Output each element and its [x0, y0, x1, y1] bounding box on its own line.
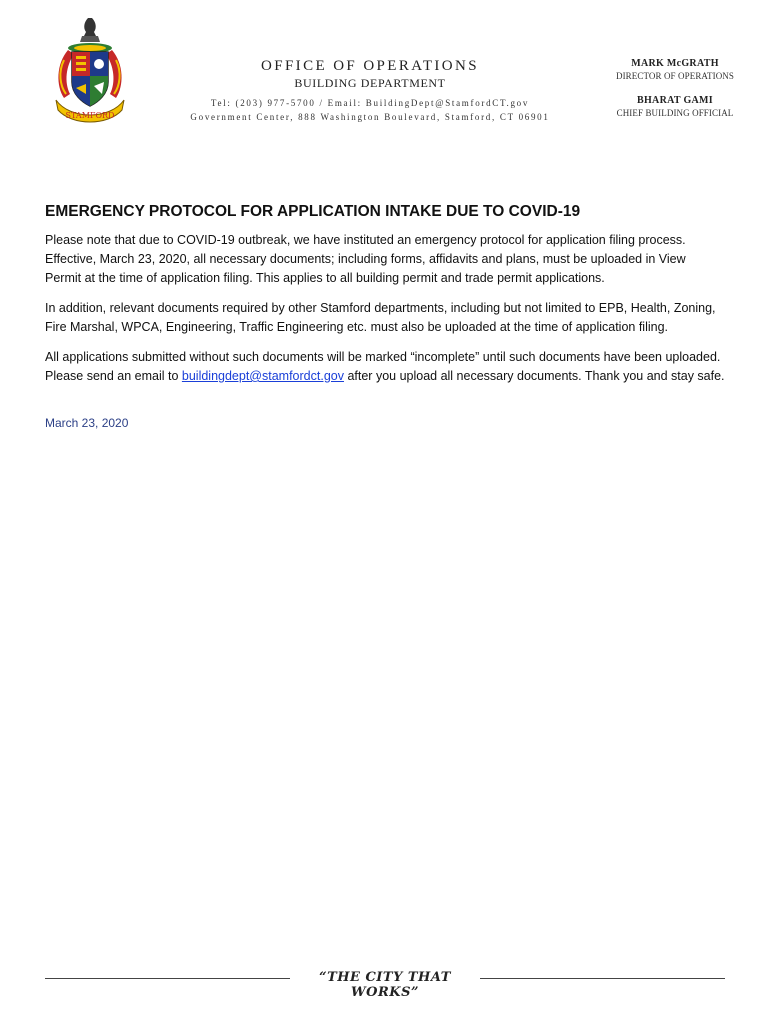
notice-heading: EMERGENCY PROTOCOL FOR APPLICATION INTAKE DUE TO COVID-19	[45, 203, 581, 220]
footer-slogan: “THE CITY THAT WORKS”	[319, 970, 451, 1000]
official-title: CHIEF BUILDING OFFICIAL	[616, 108, 734, 118]
notice-body	[45, 203, 725, 430]
office-header	[150, 58, 590, 124]
paragraph-other-departments: In addition, relevant documents required by other Stamford departments, including but not limited to EPB, Health, Zoning, Fire Marshal, WPCA, Engineering, Traffic Engineering etc. must also be uploaded at the time of application filing.	[45, 301, 716, 334]
paragraph-text: after you upload all necessary documents. Thank you and stay safe.	[343, 369, 725, 383]
department-name: BUILDING DEPARTMENT	[294, 76, 446, 90]
officials-block	[600, 58, 750, 118]
footer-divider-right	[480, 978, 725, 979]
city-seal-logo	[50, 14, 130, 126]
seal-banner-text: STAMFORD	[65, 111, 115, 120]
notice-date: March 23, 2020	[45, 416, 129, 430]
contact-address: Government Center, 888 Washington Boulevard, Stamford, CT 06901	[190, 112, 550, 122]
official-name: MARK McGRATH	[631, 58, 719, 69]
paragraph-incomplete	[45, 348, 725, 386]
official-title: DIRECTOR OF OPERATIONS	[615, 71, 735, 81]
footer-divider-left	[45, 978, 290, 979]
office-title: OFFICE OF OPERATIONS	[260, 58, 480, 74]
contact-phone-email: Tel: (203) 977-5700 / Email: BuildingDept@StamfordCT.gov	[210, 98, 530, 108]
official-name: BHARAT GAMI	[637, 95, 713, 106]
email-link[interactable]: buildingdept@stamfordct.gov	[181, 369, 344, 383]
paragraph-protocol: Please note that due to COVID-19 outbreak, we have instituted an emergency protocol for application filing process. Effective, March 23, 2020, all necessary documents; including forms, affidavits and plans, must be uploaded in View Permit at the time of application filing. This applies to all building permit and trade permit applications.	[45, 233, 686, 285]
footer	[45, 968, 725, 998]
paragraph-text: All applications submitted without such documents will be marked “incomplete” until such documents have been uploaded. Please send an email to	[45, 350, 721, 383]
contact-info	[150, 96, 590, 124]
